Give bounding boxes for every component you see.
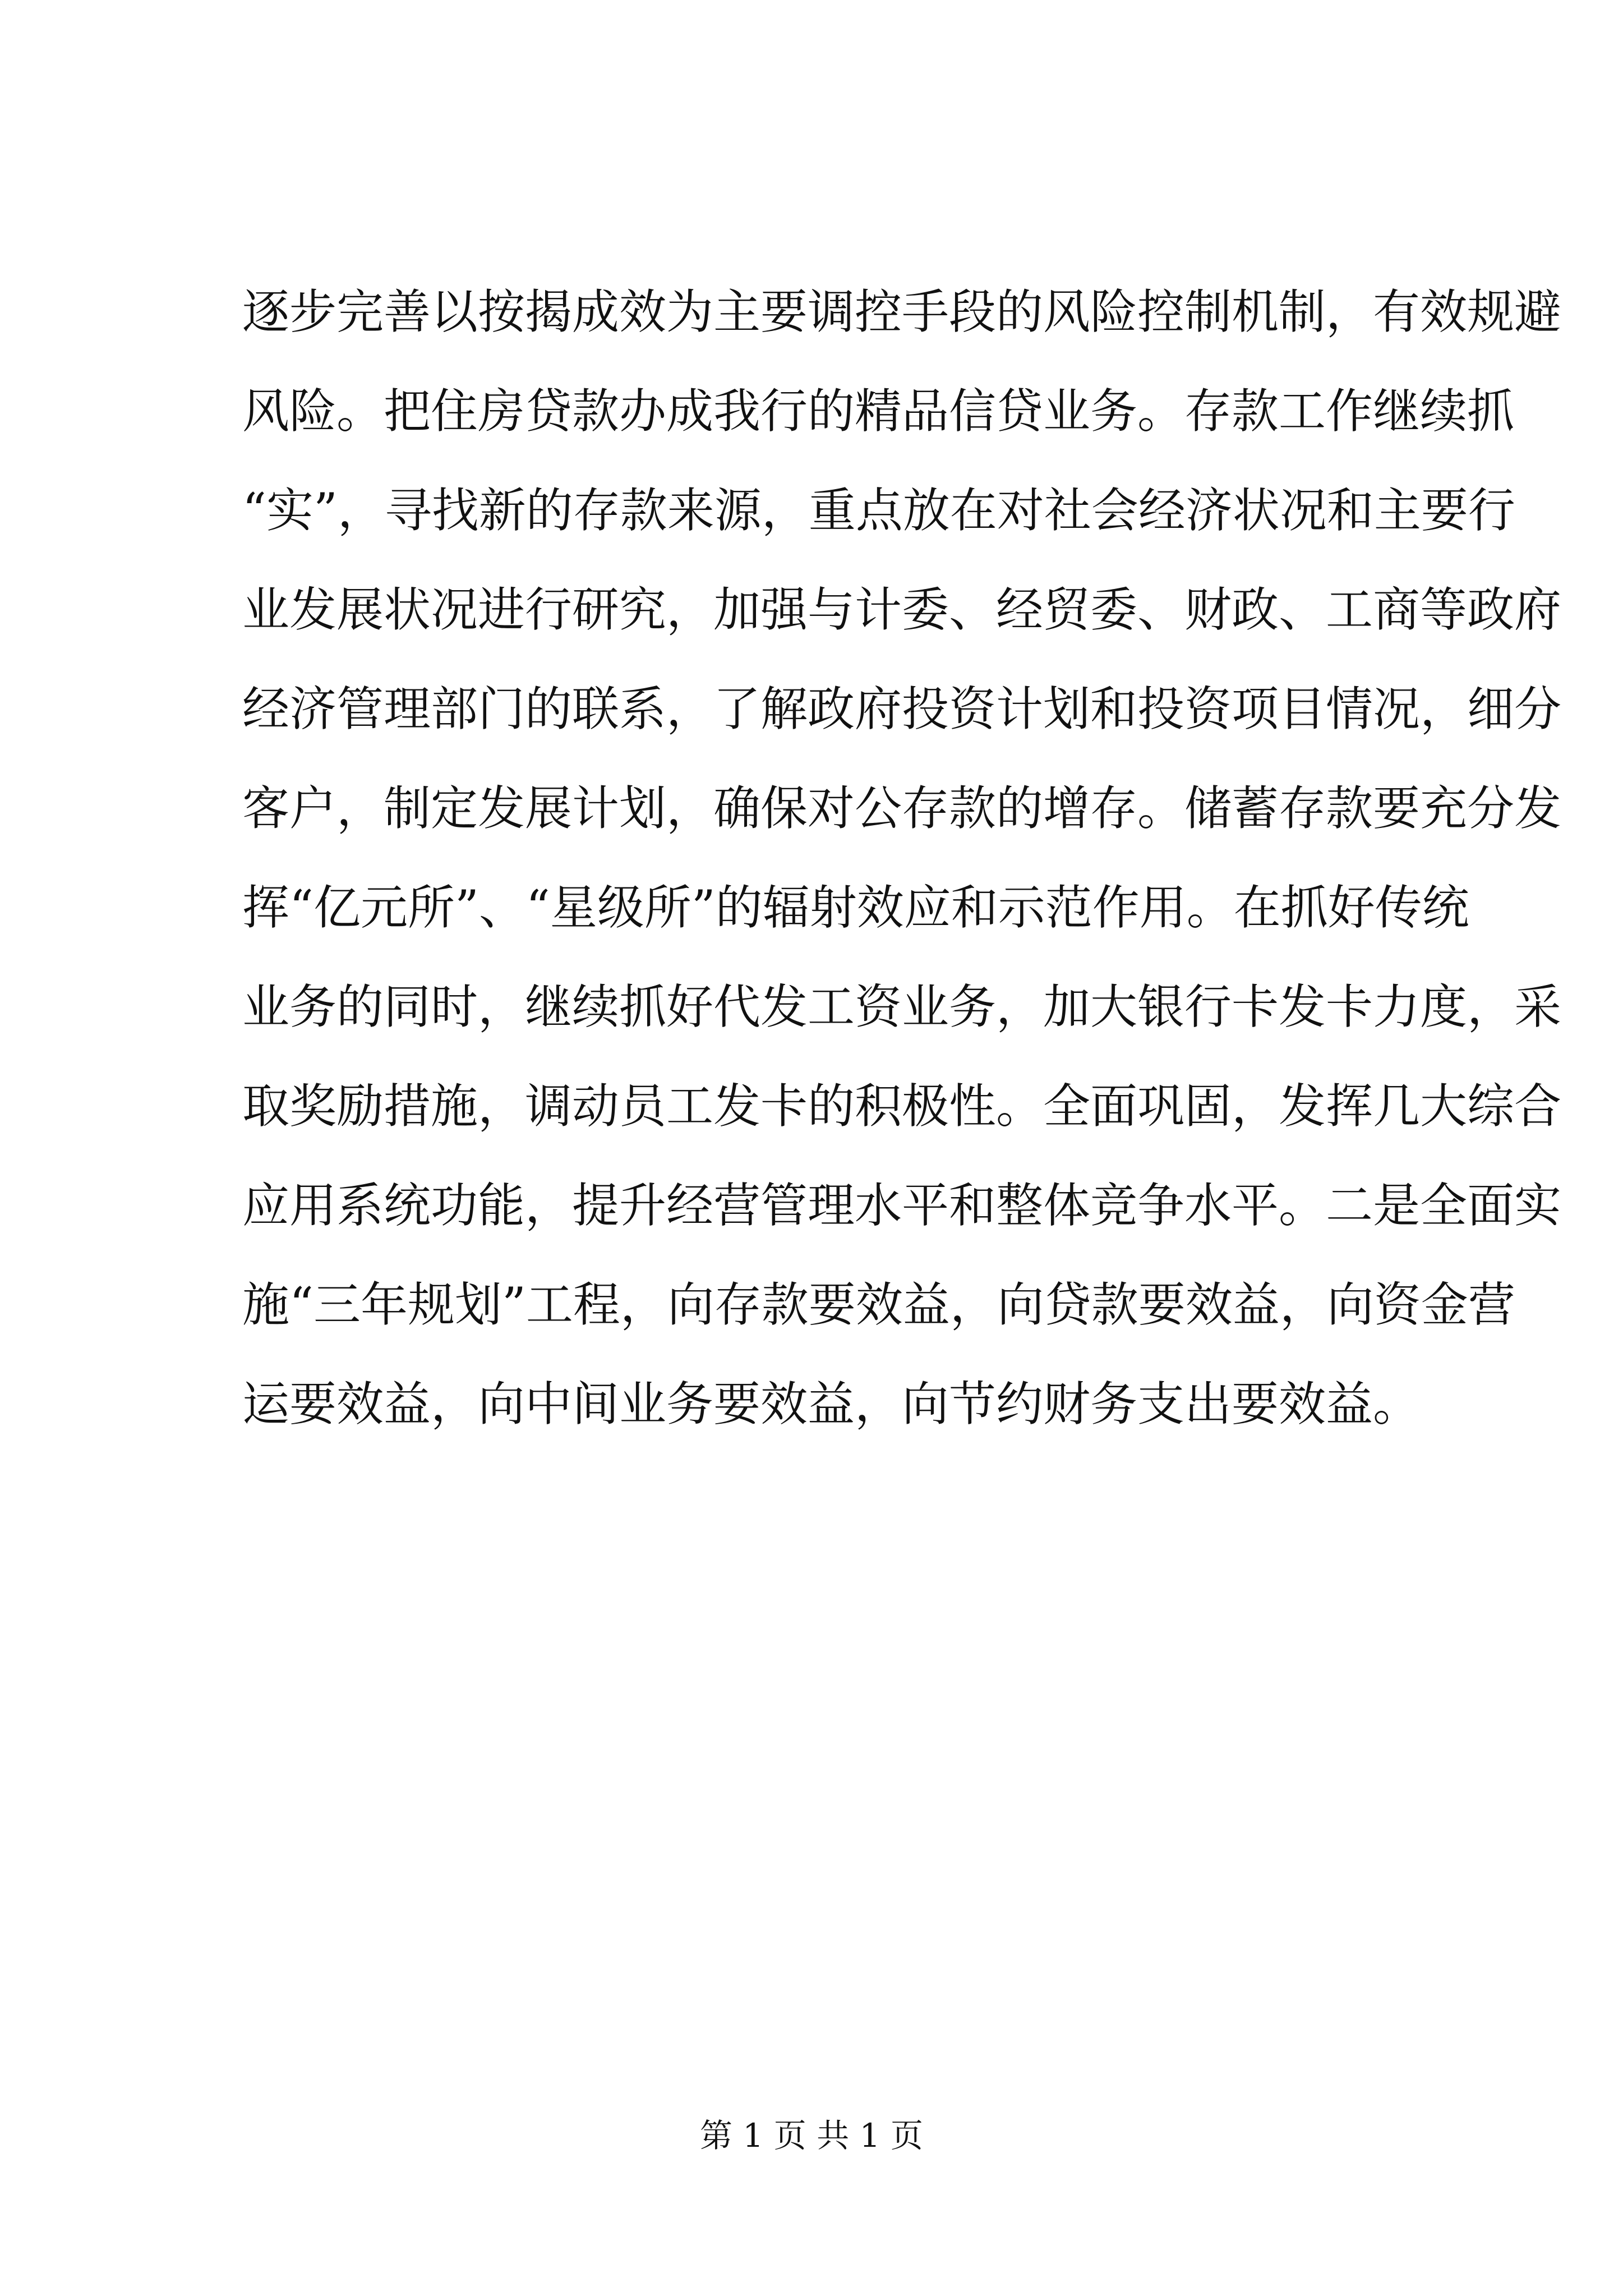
- page-number-footer: 第 1 页 共 1 页: [700, 2116, 923, 2155]
- text-line: 风险。把住房贷款办成我行的精品信贷业务。存款工作继续抓: [242, 384, 1515, 439]
- text-line: 业务的同时，继续抓好代发工资业务，加大银行卡发卡力度，采: [242, 979, 1562, 1034]
- text-line: 应用系统功能，提升经营管理水平和整体竞争水平。二是全面实: [242, 1178, 1562, 1233]
- text-line: “实”，寻找新的存款来源，重点放在对社会经济状况和主要行: [242, 483, 1515, 538]
- text-line: 运要效益，向中间业务要效益，向节约财务支出要效益。: [242, 1377, 1421, 1432]
- text-line: 施“三年规划”工程，向存款要效益，向贷款要效益，向资金营: [242, 1277, 1515, 1332]
- text-line: 挥“亿元所”、“星级所”的辐射效应和示范作用。在抓好传统: [242, 880, 1469, 935]
- text-line: 客户，制定发展计划，确保对公存款的增存。储蓄存款要充分发: [242, 781, 1562, 836]
- text-line: 逐步完善以按揭成效为主要调控手段的风险控制机制，有效规避: [242, 284, 1562, 339]
- text-line: 经济管理部门的联系，了解政府投资计划和投资项目情况，细分: [242, 682, 1562, 737]
- text-line: 取奖励措施，调动员工发卡的积极性。全面巩固，发挥几大综合: [242, 1079, 1562, 1134]
- body-paragraph: [242, 263, 1562, 1454]
- text-line: 业发展状况进行研究，加强与计委、经贸委、财政、工商等政府: [242, 582, 1562, 637]
